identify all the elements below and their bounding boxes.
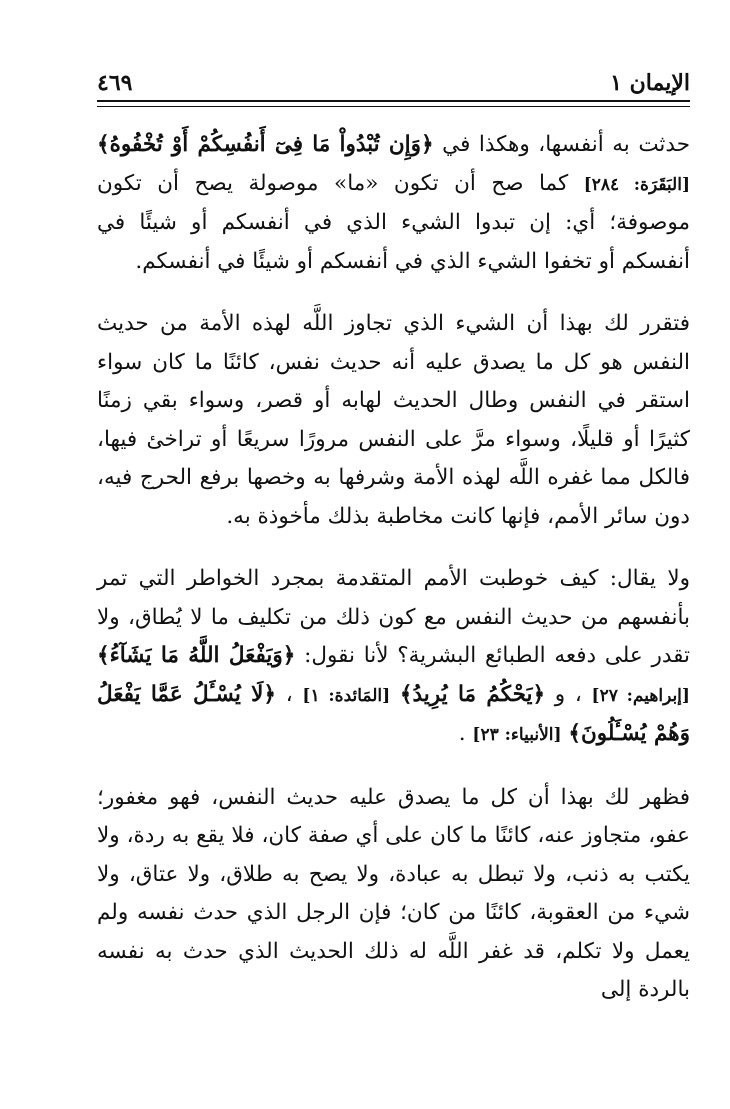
quran-verse: ﴿يَحْكُمُ مَا يُرِيدُ﴾ bbox=[399, 681, 546, 707]
page-body bbox=[97, 126, 690, 1034]
verse-reference: [إبراهيم: ٢٧] bbox=[591, 685, 690, 706]
quran-verse: ﴿لَا يُسْـَٔلُ عَمَّا يَفْعَلُ وَهُمْ يُسْـَٔلُونَ﴾ bbox=[97, 681, 690, 746]
text: ، bbox=[276, 681, 293, 707]
paragraph-2: فتقرر لك بهذا أن الشيء الذي تجاوز اللَّه لهذه الأمة من حديث النفس هو كل ما يصدق عليه أنه حديث نفس، كائنًا ما كان سواء استقر في النفس وطال الحديث لهابه أو قصر، وسواء بقي زمنًا كثيرًا أو قليلًا، وسواء مرَّ على النفس مرورًا سريعًا أو تراخئ فيها، فالكل مما غفره اللَّه لهذه الأمة وشرفها به وخصها برفع الحرج فيه، دون سائر الأمم، فإنها كانت مخاطبة بذلك مأخوذة به. bbox=[97, 311, 690, 529]
header-rule-thin bbox=[97, 106, 690, 107]
verse-reference: [الأنبياء: ٢٣] bbox=[472, 725, 562, 745]
verse-reference: [المَائدة: ١] bbox=[302, 685, 391, 706]
quran-verse: ﴿وَيَفْعَلُ اللَّهُ مَا يَشَآءُ﴾ bbox=[97, 643, 296, 668]
chapter-title: الإيمان ١ bbox=[610, 70, 690, 96]
text: كما صح أن تكون «ما» موصولة يصح أن تكون موصوفة؛ أي: إن تبدوا الشيء الذي في أنفسكم أو شيئًا في أنفسكم أو تخفوا الشيء الذي في أنفسكم أو شيئًا في أنفسكم. bbox=[97, 170, 690, 274]
paragraph-4: فظهر لك بهذا أن كل ما يصدق عليه حديث النفس، فهو مغفور؛ عفو، متجاوز عنه، كائنًا ما كان على أي صفة كان، فلا يقع به ردة، ولا يكتب به ذنب، ولا تبطل به عبادة، ولا يصح به طلاق، ولا عتاق، ولا شيء من العقوبة، كائنًا من كان؛ فإن الرجل الذي حدث نفسه ولم يعمل ولا تكلم، قد غفر اللَّه له ذلك الحديث الذي حدث به نفسه بالردة إلى bbox=[97, 784, 690, 1002]
page-number: ٤٦٩ bbox=[97, 70, 133, 96]
running-header bbox=[97, 62, 690, 96]
quran-verse: ﴿وَإِن تُبْدُواْ مَا فِىٓ أَنفُسِكُمْ أَوْ تُخْفُوهُ﴾ bbox=[97, 132, 434, 157]
text: . bbox=[458, 721, 466, 746]
header-rule-thick bbox=[97, 100, 690, 102]
text: ، و bbox=[554, 681, 582, 707]
verse-reference: [البَقَرَة: ٢٨٤] bbox=[583, 174, 690, 195]
paragraph-3 bbox=[97, 560, 690, 755]
text: ولا يقال: كيف خوطبت الأمم المتقدمة بمجرد الخواطر التي تمر بأنفسهم من حديث النفس مع كون ذلك من تكليف ما لا يُطاق، ولا تقدر على دفعه الطبائع البشرية؟ لأنا نقول: bbox=[97, 566, 690, 668]
paragraph-1 bbox=[97, 126, 690, 281]
text: حدثت به أنفسها، وهكذا في bbox=[433, 132, 690, 157]
